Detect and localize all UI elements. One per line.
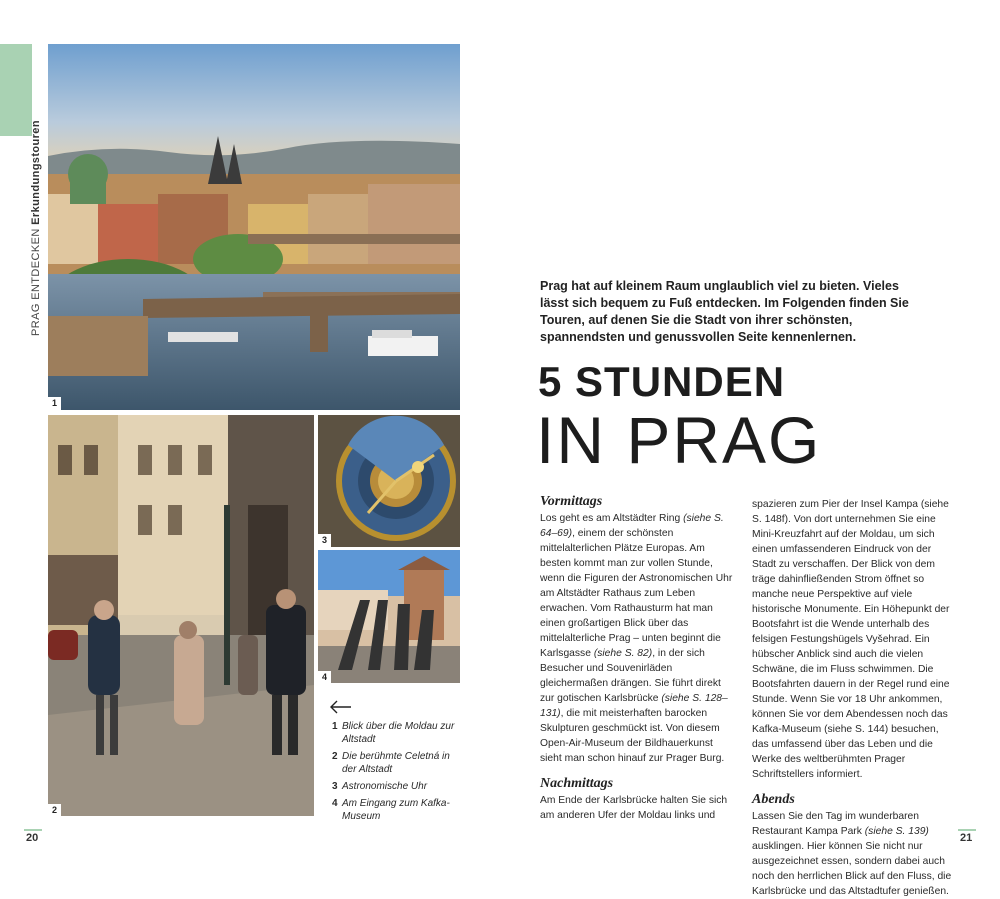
photo-astronomical-clock xyxy=(318,415,460,547)
photo-kafka-museum xyxy=(318,550,460,683)
photo-celetna xyxy=(48,415,314,816)
arrow-left-icon xyxy=(330,700,352,714)
text-column-1 xyxy=(540,494,736,823)
section-label: PRAG ENTDECKEN xyxy=(30,228,42,336)
text-column-2 xyxy=(752,497,952,899)
caption-number: 4 xyxy=(332,798,338,809)
subheading-nachmittags: Nachmittags xyxy=(540,776,614,791)
photo-number-4: 4 xyxy=(318,671,331,684)
caption-item xyxy=(332,720,462,746)
heading-line-1: 5 STUNDEN xyxy=(538,358,786,405)
photo-moldau xyxy=(48,44,460,410)
caption-text: Blick über die Moldau zur Altstadt xyxy=(342,721,455,745)
subheading-vormittags: Vormittags xyxy=(540,494,603,509)
paragraph-nachmittags-continued: spazieren zum Pier der Insel Kampa (siehe S. 148f). Von dort unternehmen Sie eine Mini-Kreuzfahrt auf der Moldau, um sich einen umfassenderen Eindruck von der Stadt zu verschaffen. Der Blick von dem träge dahinfließenden Strom öffnet so manche neue Perspektive auf viele historische Monumente. Ein Höhepunkt der Bootsfahrt ist die Wende unterhalb des felsigen Festungshügels Vyšehrad. Ein hübscher Anblick sind auch die vielen Schwäne, die im Fluss schwimmen. Die Bootsfahrten dauern in der Regel rund eine Stunde. Wenn Sie vor 18 Uhr ankommen, können Sie vor dem Abendessen noch das Kafka-Museum (siehe S. 144) besuchen, das umfassend über das Leben und die Werke des weltberühmten Prager Schriftstellers informiert. xyxy=(752,499,950,780)
photo-captions xyxy=(332,720,462,827)
subheading-abends: Abends xyxy=(752,792,795,807)
page-number-left: 20 xyxy=(26,832,39,844)
caption-item xyxy=(332,797,462,823)
caption-text: Am Eingang zum Kafka-Museum xyxy=(342,798,450,822)
running-header xyxy=(30,120,46,336)
page-number-right: 21 xyxy=(960,832,973,844)
paragraph-vormittags: Los geht es am Altstädter Ring (siehe S. 64–69), einem der schönsten mittelalterlichen Plätze Europas. Am besten kommt man zur vollen Stunde, wenn die Figuren der Astronomischen Uhr am Altstädter Rathaus zum Leben erwachen. Vom Rathausturm hat man einen großartigen Blick über das mittelalterliche Prag – unten beginnt die Karlsgasse (siehe S. 82), in der sich Besucher und Souvenirläden gleichermaßen drängen. Sie führt direkt zur gotischen Karlsbrücke (siehe S. 128–131), die mit meisterhaften barocken Skulpturen geschmückt ist. Von diesem Open-Air-Museum der Bildhauerkunst sieht man schon hinauf zur Prager Burg. xyxy=(540,513,733,764)
photo-number-3: 3 xyxy=(318,534,331,547)
caption-item xyxy=(332,750,462,776)
page-number-bar-left xyxy=(24,829,42,831)
caption-text: Astronomische Uhr xyxy=(342,781,428,792)
caption-number: 1 xyxy=(332,721,338,732)
intro-paragraph: Prag hat auf kleinem Raum unglaublich viel zu bieten. Vieles lässt sich bequem zu Fuß entdecken. Im Folgenden finden Sie Touren, auf denen Sie die Stadt von ihrer schönsten, spannendsten und genussvollen Seite kennenlernen. xyxy=(540,279,909,344)
chapter-label: Erkundungstouren xyxy=(30,120,42,225)
caption-text: Die berühmte Celetná in der Altstadt xyxy=(342,751,450,775)
paragraph-abends: Lassen Sie den Tag im wunderbaren Restaurant Kampa Park (siehe S. 139) ausklingen. Hier können Sie nicht nur ausgezeichnet essen, sondern dabei auch noch den herrlichen Blick auf den Fluss, die Karlsbrücke und das Altstadtufer genießen. xyxy=(752,811,952,897)
caption-number: 3 xyxy=(332,781,338,792)
caption-item xyxy=(332,780,462,793)
photo-number-1: 1 xyxy=(48,397,61,410)
heading-line-2: IN PRAG xyxy=(536,403,822,477)
page-number-bar-right xyxy=(958,829,976,831)
photo-number-2: 2 xyxy=(48,804,61,817)
paragraph-nachmittags: Am Ende der Karlsbrücke halten Sie sich am anderen Ufer der Moldau links und xyxy=(540,795,728,821)
caption-number: 2 xyxy=(332,751,338,762)
chapter-color-tab xyxy=(0,44,32,136)
